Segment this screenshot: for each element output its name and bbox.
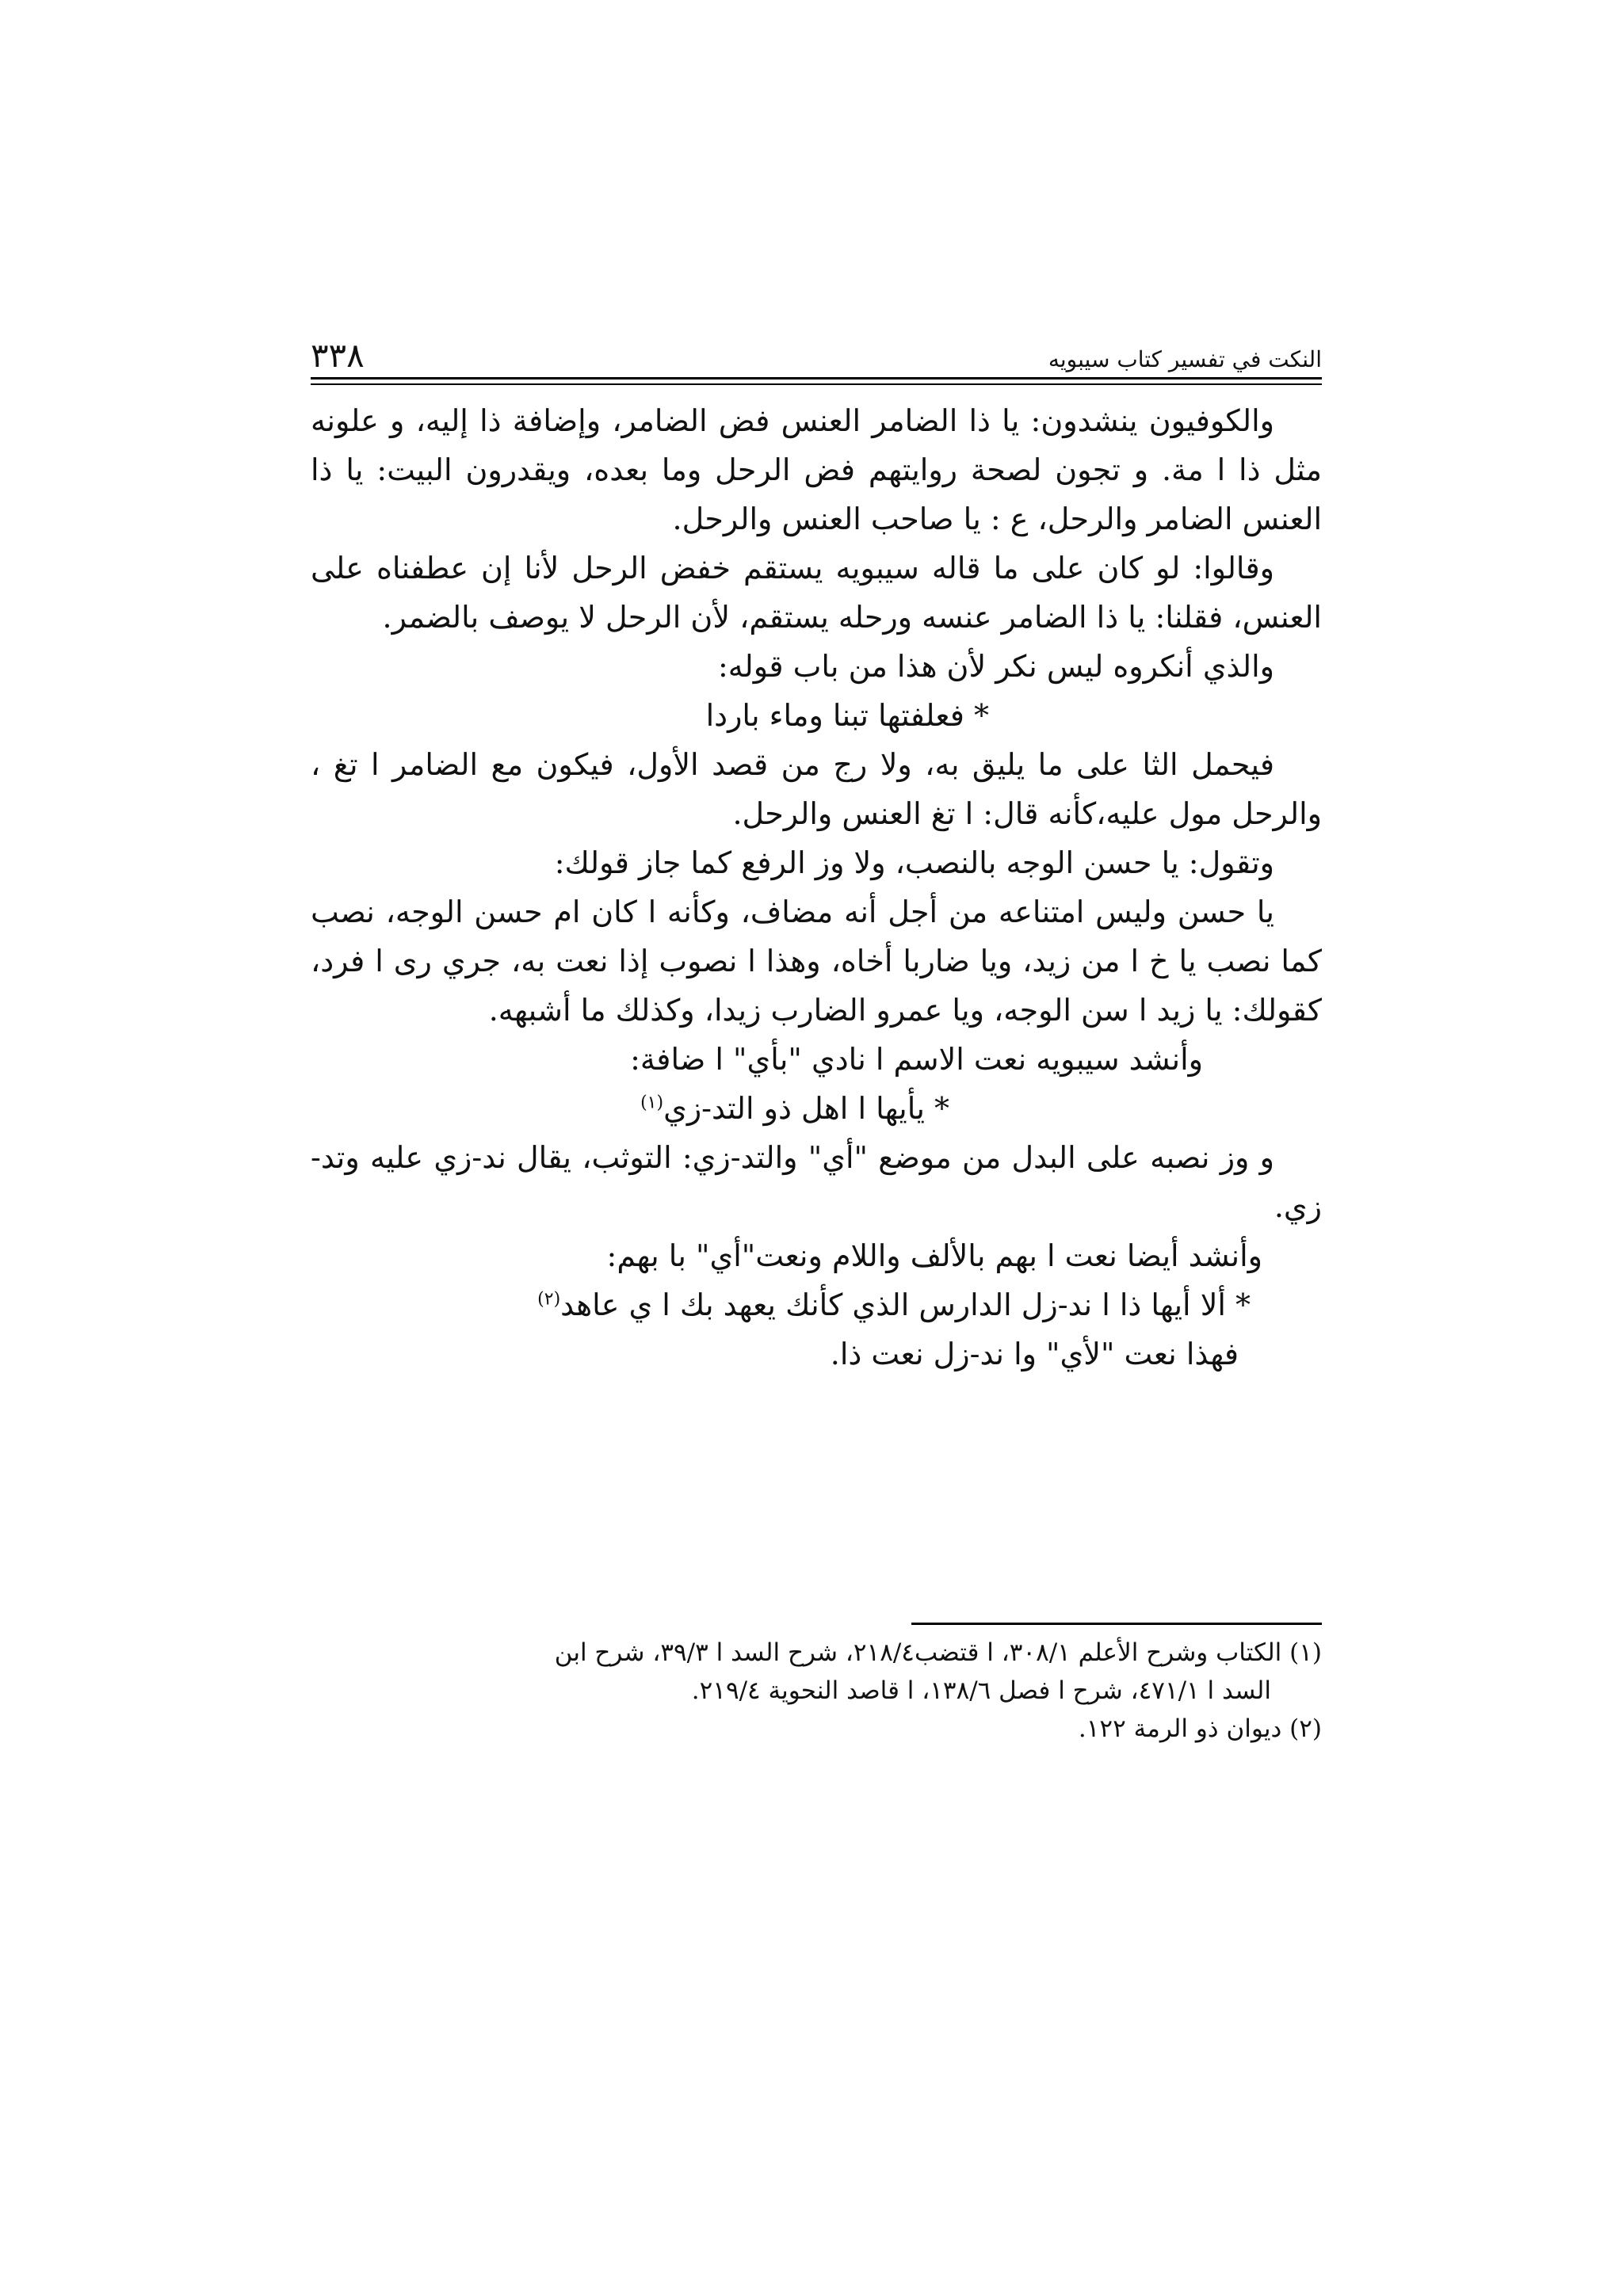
verse-line: * ألا أيها ذا ا ند-زل الدارس الذي كأنك يعهد بك ا ي عاهد$^{(٢)}$ xyxy=(537,1287,1251,1322)
verse-line: * فعلفتها تبنا وماء باردا xyxy=(705,698,989,733)
paragraph: فيحمل الثا على ما يليق به، ولا رج من قصد الأول، فيكون مع الضامر ا تغ ، والرحل مول عليه،كأنه قال: ا تغ العنس والرحل. xyxy=(311,747,1322,831)
header-title: النكت في تفسير كتاب سيبويه xyxy=(1048,346,1322,372)
header-rule-thick xyxy=(311,377,1322,379)
running-header xyxy=(311,331,1322,376)
paragraph: وأنشد أيضا نعت ا بهم بالألف واللام ونعت"أي" با بهم: xyxy=(606,1238,1262,1273)
footnote-2: (٢) ديوان ذو الرمة ١٢٢. xyxy=(1078,1714,1322,1743)
footnote-ref-1[interactable]: (١) xyxy=(640,1093,664,1113)
paragraph: وقالوا: لو كان على ما قاله سيبويه يستقم خفض الرحل لأنا إن عطفناه على العنس، فقلنا: يا ذا الضامر عنسه ورحله يستقم، لأن الرحل لا يوصف بالضمر. xyxy=(311,551,1322,635)
verse-line: * يأيها ا اهل ذو التد-زي$^{(١)}$ xyxy=(640,1091,949,1126)
header-rule-thin xyxy=(311,383,1322,385)
page-number: ٣٣٨ xyxy=(311,336,365,375)
paragraph: فهذا نعت "لأي" وا ند-زل نعت ذا. xyxy=(830,1337,1239,1371)
paragraph: والكوفيون ينشدون: يا ذا الضامر العنس فض الضامر، وإضافة ذا إليه، و علونه مثل ذا ا مة. و تجون لصحة روايتهم فض الرحل وما بعده، ويقدرون البيت: يا ذا العنس الضامر والرحل، ع : يا صاحب العنس والرحل. xyxy=(311,403,1322,536)
paragraph: وأنشد سيبويه نعت الاسم ا نادي "بأي" ا ضافة: xyxy=(630,1042,1203,1077)
footnotes xyxy=(311,1634,1322,1748)
paragraph: والذي أنكروه ليس نكر لأن هذا من باب قوله: xyxy=(717,649,1274,684)
paragraph: يا حسن وليس امتناعه من أجل أنه مضاف، وكأنه ا كان ام حسن الوجه، نصب كما نصب يا خ ا من زيد، ويا ضاربا أخاه، وهذا ا نصوب إذا نعت به، جري رى ا فرد، كقولك: يا زيد ا سن الوجه، ويا عمرو الضارب زيدا، وكذلك ما أشبهه. xyxy=(311,894,1322,1028)
footnote-1-continued: السد ا ٤٧١/١، شرح ا فصل ١٣٨/٦، ا قاصد النحوية ٢١٩/٤. xyxy=(691,1676,1271,1705)
paragraph: وتقول: يا حسن الوجه بالنصب، ولا وز الرفع كما جاز قولك: xyxy=(554,845,1274,880)
footnote-separator xyxy=(911,1623,1322,1625)
paragraph: و وز نصبه على البدل من موضع "أي" والتد-زي: التوثب، يقال ند-زي عليه وتد-زي. xyxy=(311,1140,1322,1224)
footnote-ref-2[interactable]: (٢) xyxy=(537,1289,561,1310)
body-text xyxy=(311,396,1322,1379)
footnote-1: (١) الكتاب وشرح الأعلم ٣٠٨/١، ا قتضب٢١٨/٤، شرح السد ا ٣٩/٣، شرح ابن xyxy=(554,1638,1322,1667)
